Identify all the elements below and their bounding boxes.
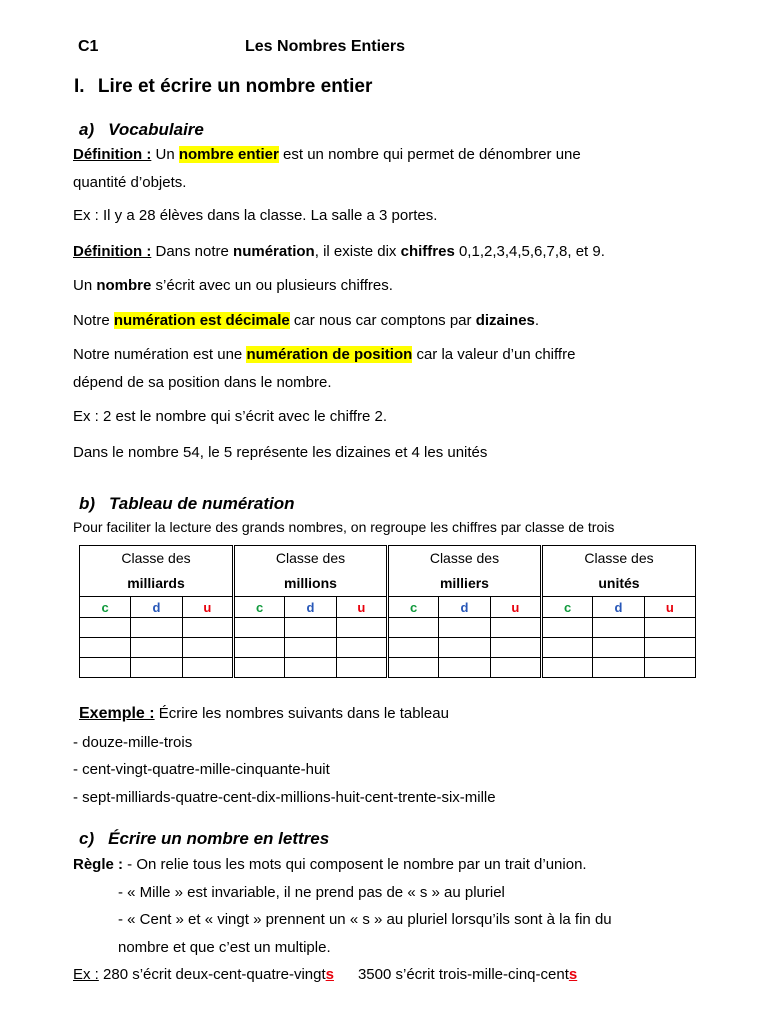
empty-row: [80, 618, 696, 638]
empty-cell: [387, 618, 438, 638]
empty-cell: [644, 638, 695, 658]
empty-cell: [387, 658, 438, 678]
exemple-label: Exemple :: [79, 705, 155, 722]
exemple-heading: [79, 705, 449, 723]
class-label: Classe des: [429, 550, 500, 566]
example-label: Ex :: [73, 966, 99, 983]
text: , il existe dix: [314, 243, 401, 260]
text: car nous car comptons par: [289, 312, 476, 329]
decimale-line: [73, 312, 539, 329]
empty-cell: [131, 638, 182, 658]
empty-cell: [285, 618, 336, 638]
cdu-dizaines: d: [593, 597, 644, 618]
empty-cell: [131, 658, 182, 678]
position-line-2: dépend de sa position dans le nombre.: [73, 374, 332, 391]
example-1: Ex : Il y a 28 élèves dans la classe. La salle a 3 portes.: [73, 207, 438, 224]
position-line: [73, 346, 575, 363]
cdu-centaines: c: [541, 597, 592, 618]
text: - On relie tous les mots qui composent le nombre par un trait d’union.: [123, 856, 587, 873]
subsection-letter: a): [79, 120, 95, 139]
subsection-title: Écrire un nombre en lettres: [108, 829, 330, 848]
exemple-item: - douze-mille-trois: [73, 734, 193, 751]
highlight-term: numération est décimale: [113, 312, 290, 329]
numeration-table: [79, 545, 696, 678]
cdu-centaines: c: [233, 597, 284, 618]
cdu-row: [80, 597, 696, 618]
exemple-item: - cent-vingt-quatre-mille-cinquante-huit: [73, 761, 330, 778]
empty-cell: [541, 638, 592, 658]
text: Notre numération est une: [73, 346, 247, 363]
text: 280 s’écrit deux-cent-quatre-vingt: [98, 966, 326, 983]
class-name: millions: [284, 575, 337, 591]
cdu-unites: u: [182, 597, 233, 618]
bold-term: numération: [233, 243, 315, 260]
empty-cell: [593, 658, 644, 678]
empty-cell: [131, 618, 182, 638]
empty-cell: [285, 658, 336, 678]
class-label: Classe des: [275, 550, 346, 566]
cdu-dizaines: d: [131, 597, 182, 618]
empty-cell: [541, 618, 592, 638]
empty-cell: [182, 618, 233, 638]
definition-label: Définition :: [73, 243, 152, 260]
text: car la valeur d’un chiffre: [412, 346, 576, 363]
tableau-intro: Pour faciliter la lecture des grands nombres, on regroupe les chiffres par classe de trois: [73, 519, 615, 535]
empty-cell: [644, 618, 695, 638]
definition-1-line2: quantité d’objets.: [73, 174, 187, 191]
cdu-unites: u: [336, 597, 387, 618]
empty-cell: [490, 618, 541, 638]
cdu-unites: u: [490, 597, 541, 618]
empty-cell: [593, 618, 644, 638]
section-number: I.: [74, 76, 85, 97]
subsection-letter: c): [79, 829, 95, 848]
regle-label: Règle :: [73, 856, 124, 873]
regle-line-1: [73, 856, 587, 873]
page-title: Les Nombres Entiers: [245, 38, 406, 55]
cdu-unites: u: [644, 597, 695, 618]
regle-line-3: - « Cent » et « vingt » prennent un « s » au pluriel lorsqu’ils sont à la fin du: [118, 911, 612, 928]
subsection-letter: b): [79, 494, 96, 513]
class-label: Classe des: [584, 550, 654, 566]
subsection-title: Vocabulaire: [108, 120, 204, 139]
regle-line-2: - « Mille » est invariable, il ne prend pas de « s » au pluriel: [118, 884, 505, 901]
class-millions: [233, 546, 387, 597]
class-unites: [541, 546, 695, 597]
section-heading: [74, 76, 372, 98]
cdu-centaines: c: [387, 597, 438, 618]
empty-cell: [541, 658, 592, 678]
empty-cell: [644, 658, 695, 678]
empty-cell: [490, 658, 541, 678]
text: .: [534, 312, 540, 329]
text: 3500 s’écrit trois-mille-cinq-cent: [357, 966, 569, 983]
empty-cell: [233, 638, 284, 658]
subsection-b-heading: [79, 494, 295, 514]
text: s’écrit avec un ou plusieurs chiffres.: [151, 277, 393, 294]
definition-2: [73, 243, 605, 260]
empty-cell: [336, 638, 387, 658]
empty-cell: [387, 638, 438, 658]
subsection-a-heading: [79, 120, 204, 140]
class-name: unités: [598, 575, 640, 591]
empty-cell: [182, 658, 233, 678]
class-name: milliers: [439, 575, 489, 591]
text: Écrire les nombres suivants dans le tableau: [154, 705, 449, 722]
empty-cell: [285, 638, 336, 658]
empty-cell: [182, 638, 233, 658]
class-milliards: [80, 546, 234, 597]
empty-cell: [80, 618, 131, 638]
empty-cell: [233, 658, 284, 678]
plural-s: s: [568, 966, 578, 983]
empty-row: [80, 638, 696, 658]
class-milliers: [387, 546, 541, 597]
chapter-code: C1: [78, 38, 99, 55]
empty-cell: [439, 658, 490, 678]
class-label: Classe des: [121, 550, 191, 566]
highlight-term: nombre entier: [178, 146, 279, 163]
empty-cell: [593, 638, 644, 658]
regle-line-4: nombre et que c’est un multiple.: [118, 939, 331, 956]
empty-cell: [233, 618, 284, 638]
cdu-dizaines: d: [285, 597, 336, 618]
subsection-c-heading: [79, 829, 329, 849]
exemple-item: - sept-milliards-quatre-cent-dix-millions-huit-cent-trente-six-mille: [73, 789, 496, 806]
text: Dans notre: [151, 243, 234, 260]
example-3: Dans le nombre 54, le 5 représente les dizaines et 4 les unités: [73, 444, 488, 461]
cdu-centaines: c: [80, 597, 131, 618]
section-title: Lire et écrire un nombre entier: [97, 76, 373, 97]
empty-cell: [490, 638, 541, 658]
plural-s: s: [325, 966, 334, 983]
empty-cell: [80, 658, 131, 678]
definition-label: Définition :: [73, 146, 152, 163]
class-name: milliards: [127, 575, 185, 591]
example-2: Ex : 2 est le nombre qui s’écrit avec le chiffre 2.: [73, 408, 388, 425]
text: est un nombre qui permet de dénombrer une: [278, 146, 581, 163]
bold-term: dizaines: [475, 312, 535, 329]
bold-term: nombre: [96, 277, 152, 294]
cdu-dizaines: d: [439, 597, 490, 618]
empty-cell: [80, 638, 131, 658]
text: Un: [151, 146, 179, 163]
example-final: [73, 966, 577, 983]
definition-1: [73, 146, 581, 163]
empty-cell: [439, 618, 490, 638]
text: 0,1,2,3,4,5,6,7,8, et 9.: [454, 243, 605, 260]
empty-cell: [439, 638, 490, 658]
empty-cell: [336, 618, 387, 638]
bold-term: chiffres: [400, 243, 455, 260]
empty-cell: [336, 658, 387, 678]
class-header-row: [80, 546, 696, 597]
text: Notre: [73, 312, 114, 329]
subsection-title: Tableau de numération: [109, 494, 295, 513]
nombre-line: [73, 277, 393, 294]
empty-row: [80, 658, 696, 678]
text: Un: [73, 277, 97, 294]
highlight-term: numération de position: [246, 346, 413, 363]
